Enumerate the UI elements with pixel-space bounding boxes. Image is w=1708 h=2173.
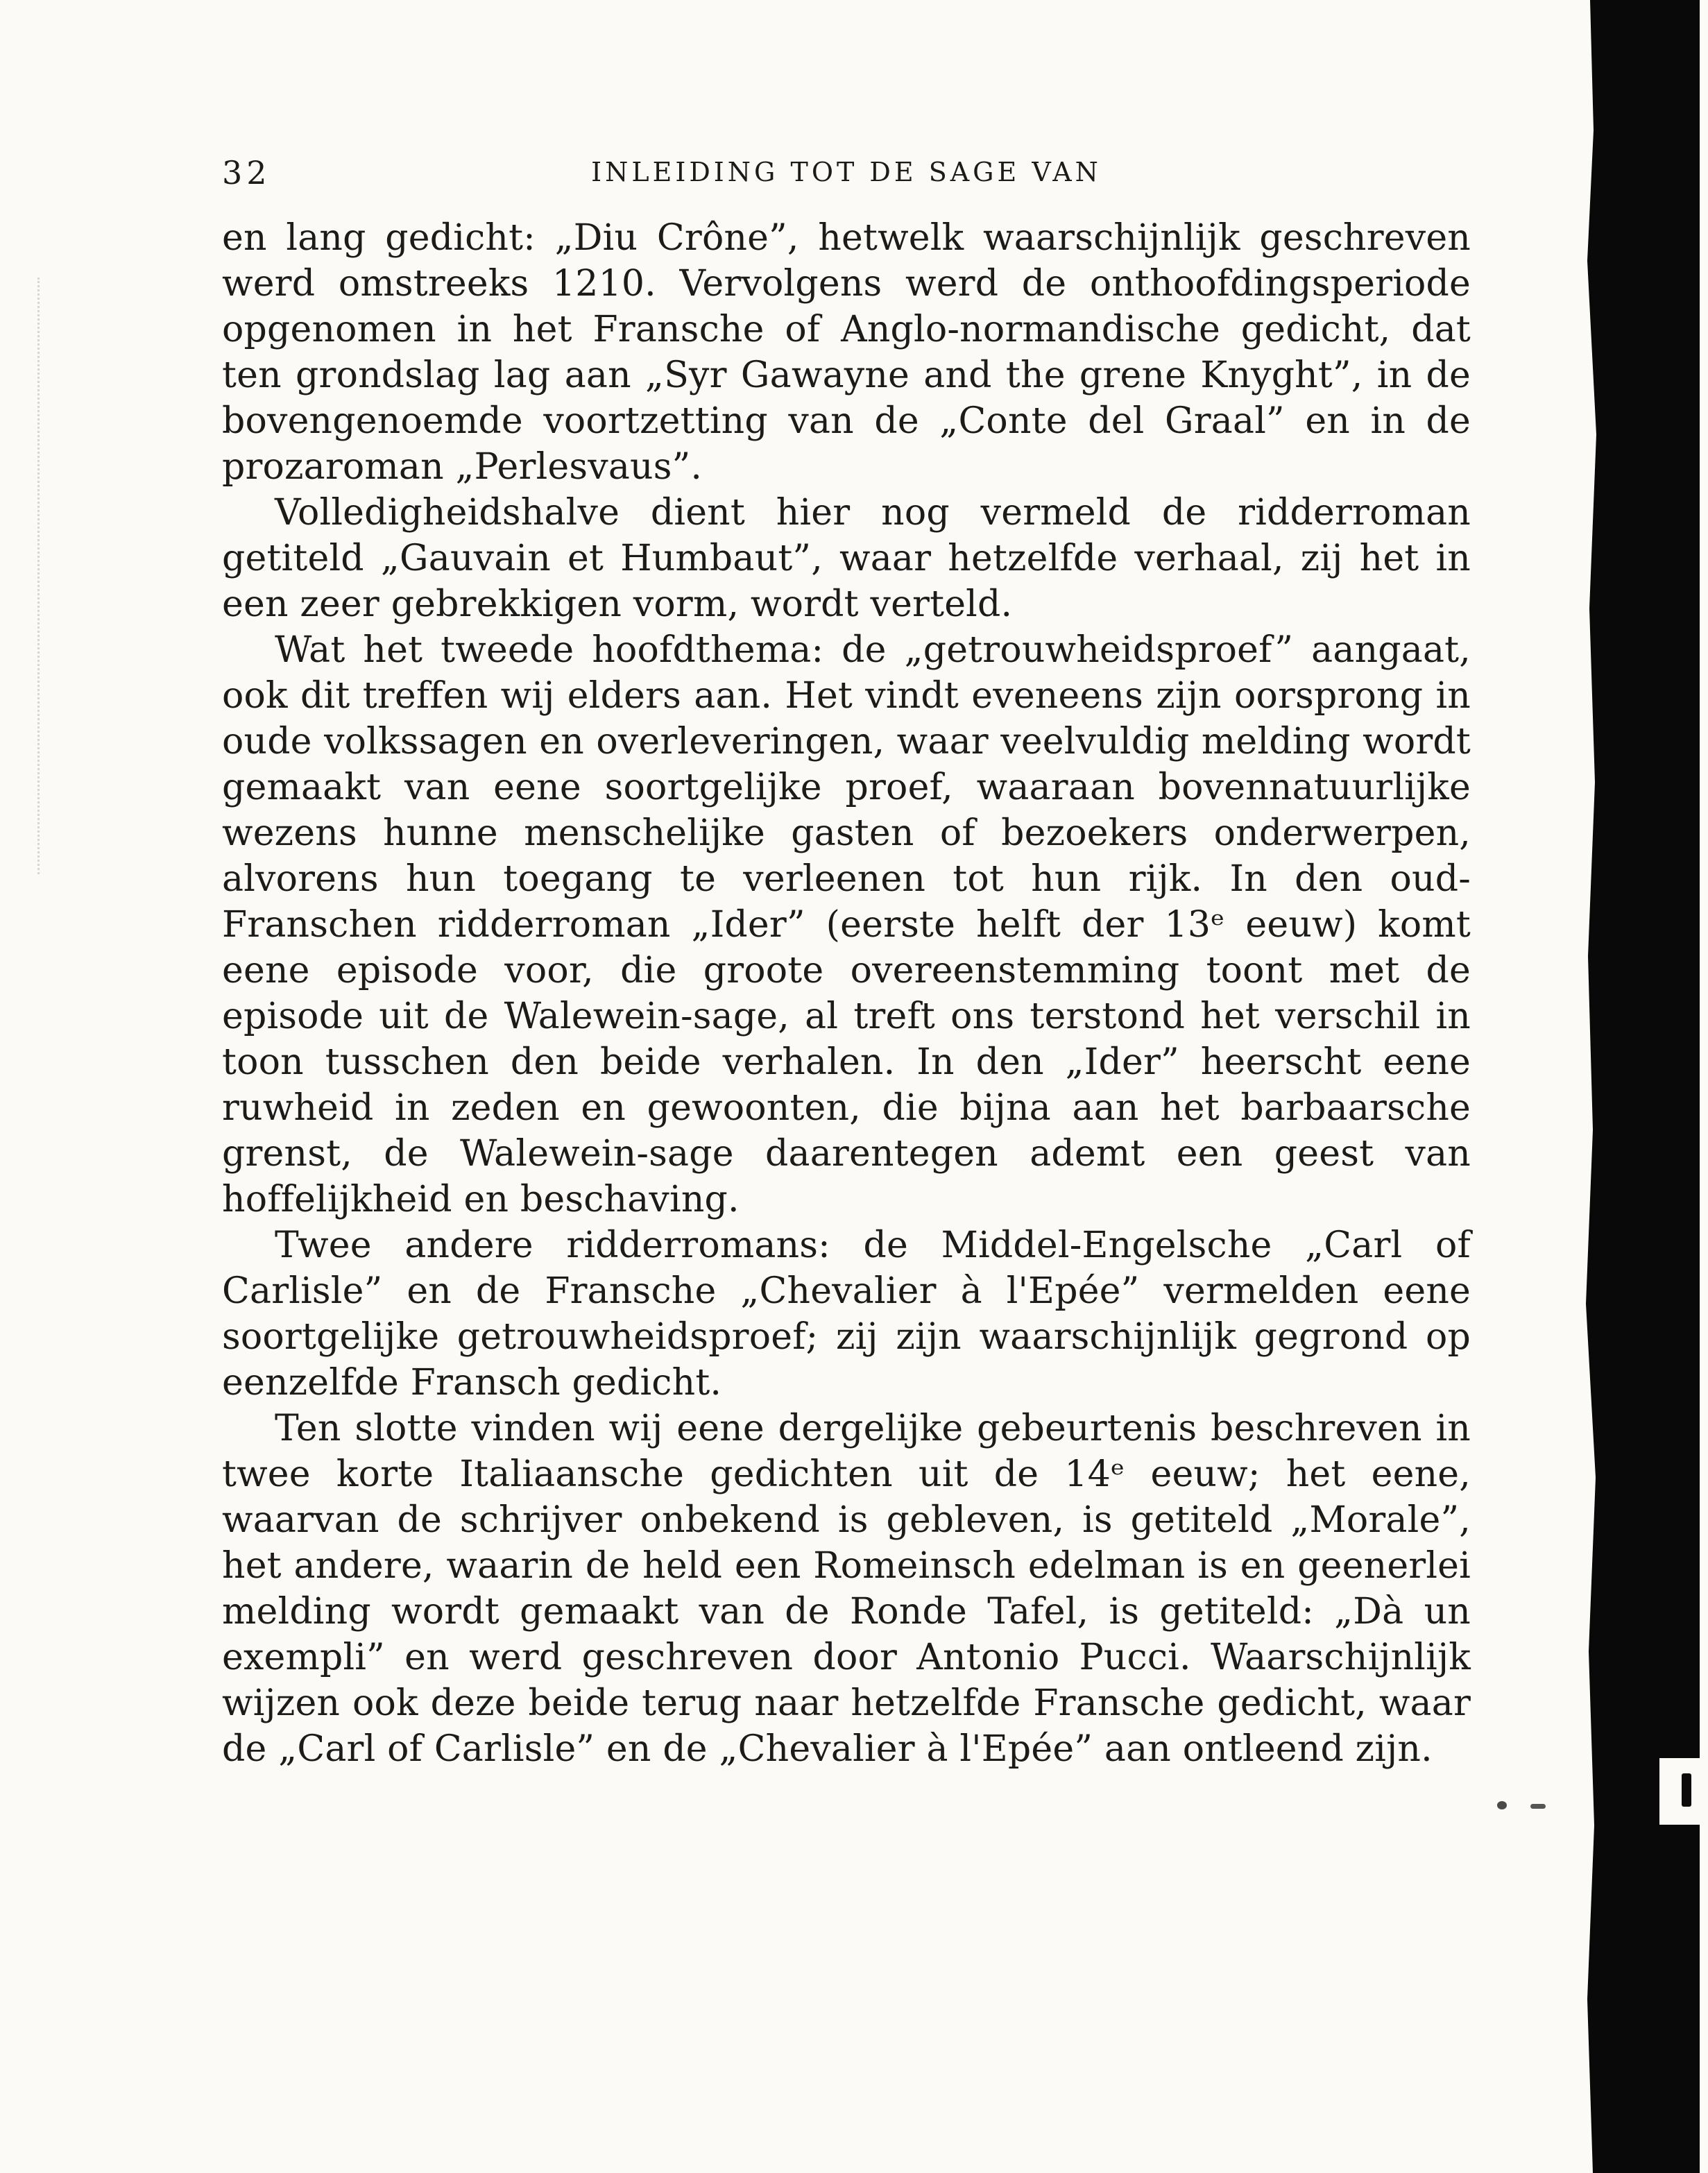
- paragraph-5: Ten slotte vinden wij eene dergelijke gebeurtenis beschreven in twee korte Italiaansche gedichten uit de 14ᵉ eeuw; het eene, waarvan de schrijver onbekend is gebleven, is getiteld „Morale”, het andere, waarin de held een Romeinsch edelman is en geenerlei melding wordt gemaakt van de Ronde Tafel, is getiteld: „Dà un exempli” en werd geschreven door Antonio Pucci. Waarschijnlijk wijzen ook deze beide terug naar hetzelfde Fransche gedicht, waar de „Carl of Carlisle” en de „Chevalier à l'Epée” aan ontleend zijn.: [222, 1408, 1471, 1770]
- scan-speck-icon: [1530, 1804, 1546, 1809]
- scan-speck-icon: [1497, 1801, 1507, 1809]
- left-margin-crease-artifact: [37, 278, 40, 874]
- scan-artifact-mark: [1682, 1773, 1691, 1807]
- paragraph-3: Wat het tweede hoofdthema: de „getrouwheidsproef” aangaat, ook dit treffen wij elders aan. Het vindt eveneens zijn oorsprong in oude volkssagen en overleveringen, waar veelvuldig melding wordt gemaakt van eene soortgelijke proef, waaraan bovennatuurlijke wezens hunne menschelijke gasten of bezoekers onderwerpen, alvorens hun toegang te verleenen tot hun rijk. In den oud-Franschen ridderroman „Ider” (eerste helft der 13ᵉ eeuw) komt eene episode voor, die groote overeenstemming toont met de episode uit de Walewein-sage, al treft ons terstond het verschil in toon tusschen den beide verhalen. In den „Ider” heerscht eene ruwheid in zeden en gewoonten, die bijna aan het barbaarsche grenst, de Walewein-sage daarentegen ademt een geest van hoffelijkheid en beschaving.: [222, 629, 1471, 1220]
- body-text: [222, 215, 1471, 1772]
- paragraph-1: en lang gedicht: „Diu Crône”, hetwelk waarschijnlijk geschreven werd omstreeks 1210. Vervolgens werd de onthoofdingsperiode opgenomen in het Fransche of Anglo-normandische gedicht, dat ten grondslag lag aan „Syr Gawayne and the grene Knyght”, in de bovengenoemde voortzetting van de „Conte del Graal” en in de prozaroman „Perlesvaus”.: [222, 217, 1471, 488]
- running-header-title: INLEIDING TOT DE SAGE VAN: [591, 157, 1102, 187]
- paragraph-2: Volledigheidshalve dient hier nog vermeld de ridderroman getiteld „Gauvain et Humbaut”, waar hetzelfde verhaal, zij het in een zeer gebrekkigen vorm, wordt verteld.: [222, 492, 1471, 625]
- page-header: [222, 151, 1471, 193]
- page-number: 32: [222, 154, 271, 191]
- paragraph-4: Twee andere ridderromans: de Middel-Engelsche „Carl of Carlisle” en de Fransche „Chevalier à l'Epée” vermelden eene soortgelijke getrouwheidsproef; zij zijn waarschijnlijk gegrond op eenzelfde Fransch gedicht.: [222, 1225, 1471, 1404]
- scan-edge-band: [1586, 0, 1700, 2173]
